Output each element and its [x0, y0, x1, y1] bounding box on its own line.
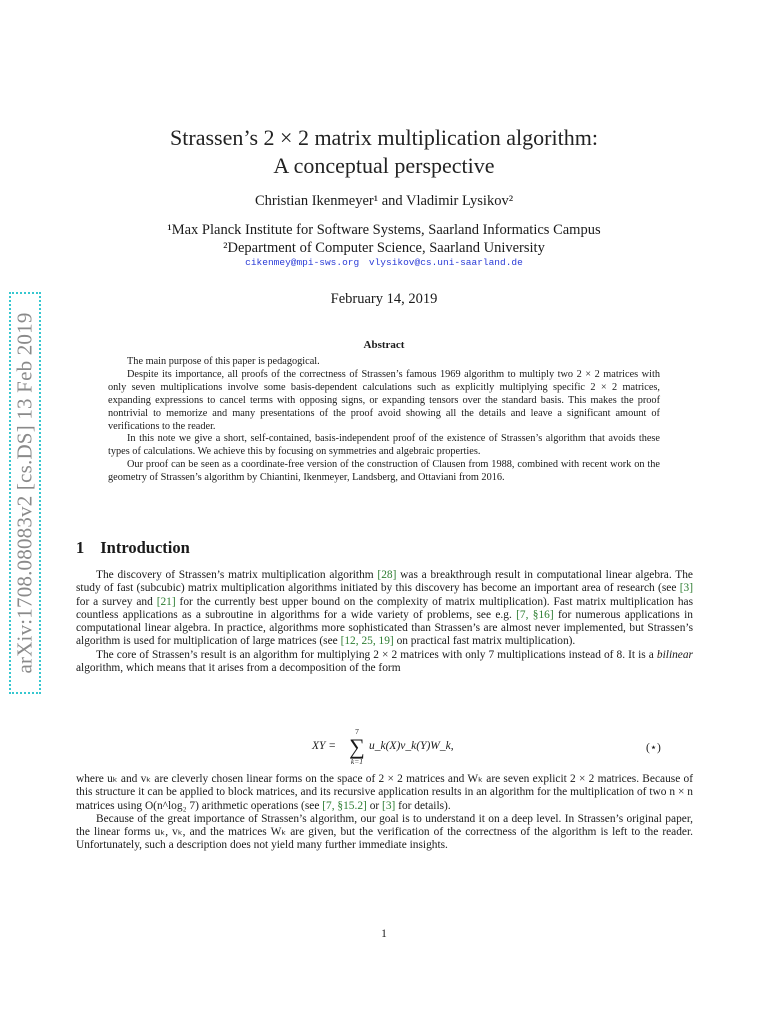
text-run: was a breakthrough result in computational linear algebra. The study of fast (subcubic) matrix multiplication algorithms initiated by this discovery has become an important area of research (see: [76, 569, 693, 595]
citation-link[interactable]: [28]: [377, 569, 397, 581]
citation-link[interactable]: [7, §16]: [516, 608, 554, 621]
text-run: for details).: [395, 799, 451, 812]
section-number: 1: [76, 538, 85, 557]
intro-paragraph-3: [76, 773, 693, 813]
page-number: 1: [381, 928, 387, 940]
sigma-icon: ∑: [349, 734, 365, 759]
text-run: The discovery of Strassen’s matrix multiplication algorithm: [96, 569, 378, 581]
intro-paragraph-1: [76, 569, 693, 649]
abstract-paragraph: In this note we give a short, self-contained, basis-independent proof of the existence of Strassen’s algorithm that avoids these types of calculations. We achieve this by focusing on symmetries and algebraic properties.: [108, 433, 660, 458]
email-link-1[interactable]: cikenmey@mpi-sws.org: [245, 257, 360, 268]
text-run: where uₖ and vₖ are cleverly chosen linear forms on the space of 2 × 2 matrices and Wₖ are seven explicit 2 × 2 matrices. Because of this structure it can be applied to block matrices, and its recursive application results in an algorithm for the multiplication of two n × n matrices using O(n^log₂ 7) arithmetic operations (see: [76, 773, 693, 812]
equation-lhs: XY =: [312, 740, 337, 752]
equation-tag: (⋆): [646, 742, 661, 754]
text-run: for a survey and: [76, 595, 157, 608]
title-line-2: A conceptual perspective: [273, 153, 495, 178]
email-links: [0, 257, 768, 268]
affiliation-1: ¹Max Planck Institute for Software Systems, Saarland Informatics Campus: [167, 222, 601, 238]
summation-symbol: [349, 728, 365, 766]
intro-body-bottom: [76, 773, 693, 853]
text-run: for the currently best upper bound on the complexity of matrix multiplication). Fast matrix multiplication has countless applications as a subroutine in algorithms for a wide variety of problems, see e.g.: [76, 595, 693, 621]
section-heading: [76, 538, 190, 558]
title-line-1: Strassen’s 2 × 2 matrix multiplication algorithm:: [170, 125, 598, 150]
citation-link[interactable]: [21]: [156, 595, 176, 608]
intro-body-top: [76, 569, 693, 675]
abstract-paragraph: The main purpose of this paper is pedagogical.: [127, 356, 320, 367]
citation-link[interactable]: [3]: [679, 582, 693, 595]
equation-terms: u_k(X)v_k(Y)W_k,: [369, 740, 454, 752]
authors: Christian Ikenmeyer¹ and Vladimir Lysikov²: [254, 193, 514, 209]
abstract-heading: Abstract: [363, 339, 405, 351]
sum-lower-limit: k=1: [350, 757, 364, 766]
abstract-paragraph: Despite its importance, all proofs of the correctness of Strassen’s famous 1969 algorithm to multiply two 2 × 2 matrices with only seven multiplications involve some basis-dependent calculations such as explicitly multiplying specific 2 × 2 matrices, expanding expressions to cancel terms with opposing signs, or expanding tensors over the standard basis. This makes the proof nontrivial to memorize and many presentations of the proof avoid showing all the details and leave a significant amount of verifications to the reader.: [108, 368, 660, 432]
abstract-body: [108, 356, 660, 485]
equation-star: [0, 727, 768, 767]
text-run: algorithm, which means that it arises from a decomposition of the form: [76, 662, 401, 675]
email-link-2[interactable]: vlysikov@cs.uni-saarland.de: [368, 257, 523, 268]
abstract-paragraph: Our proof can be seen as a coordinate-free version of the construction of Clausen from 1988, combined with recent work on the geometry of Strassen’s algorithm by Chiantini, Ikenmeyer, Landsberg, and Ottaviani from 2016.: [108, 459, 660, 484]
citation-link[interactable]: [3]: [382, 799, 396, 812]
citation-link[interactable]: [7, §15.2]: [322, 799, 367, 812]
text-run: or: [366, 799, 383, 812]
text-run: on practical fast matrix multiplication).: [393, 635, 576, 648]
text-run: The core of Strassen’s result is an algorithm for multiplying 2 × 2 matrices with only 7 multiplications instead of 8. It is a: [96, 648, 657, 661]
paper-date: February 14, 2019: [330, 291, 438, 307]
intro-paragraph-4: Because of the great importance of Strassen’s algorithm, our goal is to understand it on a deep level. In Strassen’s original paper, the linear forms uₖ, vₖ, and the matrices Wₖ are given, but the verification of the correctness of the algorithm is left to the reader. Unfortunately, such a description does not yield many further immediate insights.: [76, 812, 693, 852]
affiliation-2: ²Department of Computer Science, Saarland University: [223, 240, 545, 256]
text-run: for numerous applications in computational linear algebra. In practice, algorithms more sophisticated than Strassen’s are almost never implemented, but Strassen’s algorithm is used for multiplication of large matrices (see: [76, 608, 693, 648]
citation-link[interactable]: [12, 25, 19]: [340, 635, 394, 648]
section-title: Introduction: [100, 538, 190, 557]
intro-paragraph-2: [76, 649, 693, 676]
arxiv-stamp[interactable]: arXiv:1708.08083v2 [cs.DS] 13 Feb 2019: [12, 312, 37, 674]
sum-upper-limit: 7: [355, 727, 359, 736]
emphasis: bilinear: [656, 648, 693, 661]
paper-title: [0, 124, 768, 180]
